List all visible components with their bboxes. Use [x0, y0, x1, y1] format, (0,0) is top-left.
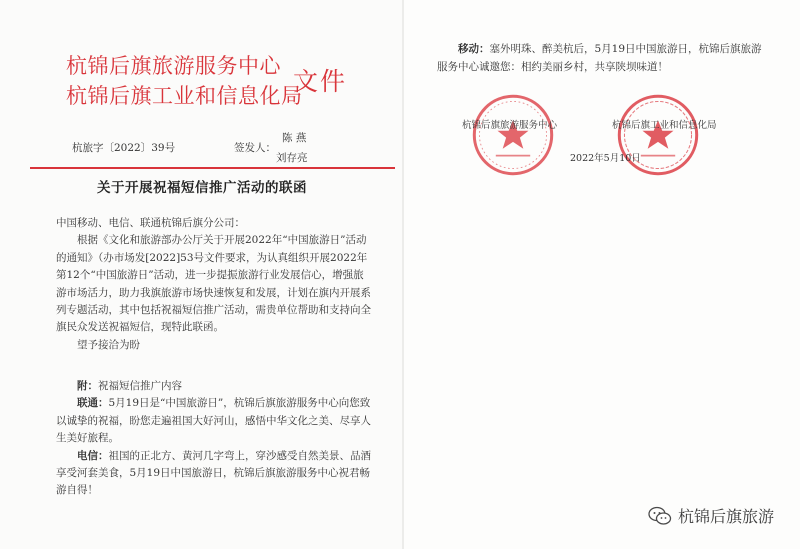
- attachment-label: 附：: [77, 380, 98, 392]
- doc-number: 杭旅字〔2022〕39号: [72, 142, 176, 154]
- unicom-message: [56, 395, 374, 447]
- issuing-org-1: 杭锦后旗旅游服务中心: [66, 54, 281, 78]
- watermark-text: 杭锦后旗旅游: [677, 507, 774, 526]
- wechat-icon: [648, 505, 672, 527]
- messages-block: [56, 378, 374, 500]
- recipient: 中国移动、电信、联通杭锦后旗分公司：: [56, 217, 245, 229]
- attachment-line: [56, 378, 374, 395]
- letter-title: 关于开展祝福短信推广活动的联函: [97, 180, 307, 196]
- mobile-message: [437, 41, 767, 76]
- mobile-text: 塞外明珠、醉美杭后，5月19日中国旅游日，杭锦后旗旅游服务中心诚邀您：相约美丽乡村，共享陕坝味道！: [437, 43, 762, 73]
- mobile-paragraph: [437, 41, 767, 76]
- unicom-label: 联通：: [77, 397, 109, 410]
- telecom-text: 祖国的正北方、黄河几字弯上，穿沙感受自然美景、品酒享受河套美食，5月19日中国旅游日，杭锦后旗旅游服务中心祝君畅游自得！: [56, 449, 371, 497]
- signer-1: 陈 燕: [282, 132, 307, 144]
- header-divider: [30, 167, 395, 169]
- unicom-text: 5月19日是“中国旅游日”，杭锦后旗旅游服务中心向您致以诚挚的祝福，盼您走遍祖国大好河山，感悟中华文化之美、尽享人生美好旅程。: [56, 397, 371, 445]
- telecom-label: 电信：: [77, 449, 109, 462]
- page-spine: [402, 0, 404, 549]
- signer-label: 签发人：: [234, 142, 276, 154]
- seal-stamp-left: [470, 92, 556, 178]
- body-paragraph: 根据《文化和旅游部办公厅关于开展2022年“中国旅游日”活动的通知》（办市场发[2022]53号文件要求，为认真组织开展2022年第12个“中国旅游日”活动，进一步提振旅游行业发展信心，增强旅游市场活力，助力我旗旅游市场快速恢复和发展，计划在旗内开展系列专题活动，其中包括祝福短信推广活动，需贵单位帮助和支持向全旗民众发送祝福短信，现特此联函。: [56, 234, 371, 334]
- letter-body: [56, 215, 374, 354]
- mobile-label: 移动：: [458, 43, 490, 55]
- issuing-org-2: 杭锦后旗工业和信息化局: [66, 84, 303, 108]
- signer-2: 刘存亮: [276, 152, 308, 164]
- signature-left-org: 杭锦后旗旅游服务中心: [462, 120, 558, 131]
- right-page: [404, 0, 800, 549]
- watermark: [648, 504, 774, 527]
- seal-stamp-right: [615, 92, 701, 178]
- telecom-message: [56, 448, 374, 500]
- signature-right-org: 杭锦后旗工业和信息化局: [612, 120, 717, 131]
- attachment-text: 祝福短信推广内容: [98, 380, 182, 392]
- signature-date: 2022年5月10日: [570, 153, 641, 164]
- closing-line: 望予接洽为盼: [77, 338, 140, 351]
- document-label: 文件: [293, 67, 348, 96]
